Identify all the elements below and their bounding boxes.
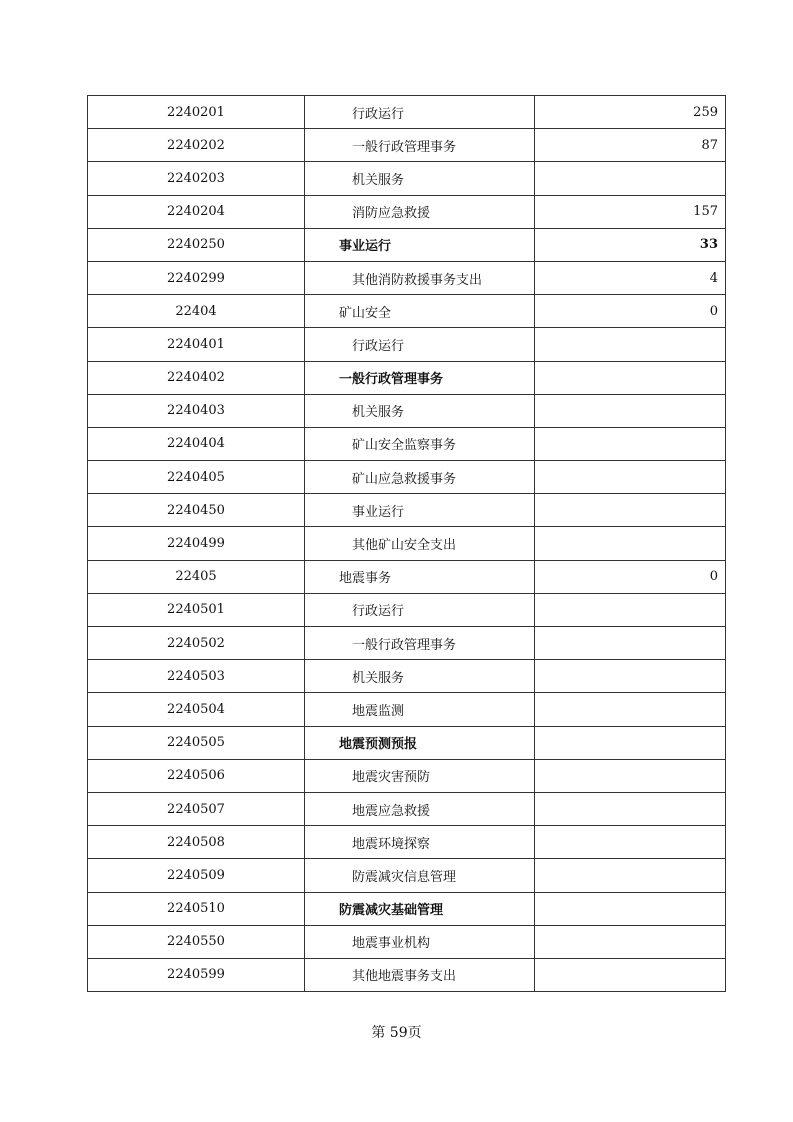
subject-code-cell: 22405 xyxy=(88,561,305,593)
amount-cell: 87 xyxy=(535,129,726,161)
amount-cell xyxy=(535,428,726,460)
amount-cell: 4 xyxy=(535,262,726,294)
subject-name-cell: 一般行政管理事务 xyxy=(305,129,535,161)
subject-code-cell: 2240502 xyxy=(88,627,305,659)
subject-name-cell: 机关服务 xyxy=(305,395,535,427)
table-row xyxy=(88,594,726,627)
table-row xyxy=(88,229,726,262)
amount-cell xyxy=(535,727,726,759)
table-row xyxy=(88,262,726,295)
budget-table xyxy=(87,95,726,992)
subject-name-cell: 事业运行 xyxy=(305,494,535,526)
amount-cell xyxy=(535,660,726,692)
subject-code-cell: 2240204 xyxy=(88,196,305,228)
amount-cell: 0 xyxy=(535,295,726,327)
table-row xyxy=(88,362,726,395)
table-row xyxy=(88,96,726,129)
subject-code-cell: 2240599 xyxy=(88,959,305,991)
amount-cell xyxy=(535,461,726,493)
amount-cell xyxy=(535,395,726,427)
subject-name-cell: 地震环境探察 xyxy=(305,826,535,858)
subject-code-cell: 2240250 xyxy=(88,229,305,261)
table-row xyxy=(88,461,726,494)
amount-cell xyxy=(535,959,726,991)
amount-cell xyxy=(535,627,726,659)
subject-name-cell: 地震监测 xyxy=(305,693,535,725)
table-row xyxy=(88,328,726,361)
subject-name-cell: 行政运行 xyxy=(305,96,535,128)
amount-cell: 157 xyxy=(535,196,726,228)
subject-name-cell: 地震灾害预防 xyxy=(305,760,535,792)
amount-cell xyxy=(535,328,726,360)
amount-cell xyxy=(535,693,726,725)
subject-code-cell: 2240201 xyxy=(88,96,305,128)
table-row xyxy=(88,561,726,594)
subject-code-cell: 2240299 xyxy=(88,262,305,294)
subject-name-cell: 其他地震事务支出 xyxy=(305,959,535,991)
subject-name-cell: 机关服务 xyxy=(305,660,535,692)
table-row xyxy=(88,926,726,959)
table-row xyxy=(88,627,726,660)
subject-code-cell: 2240501 xyxy=(88,594,305,626)
subject-name-cell: 机关服务 xyxy=(305,162,535,194)
table-row xyxy=(88,727,726,760)
table-row xyxy=(88,295,726,328)
subject-code-cell: 2240450 xyxy=(88,494,305,526)
subject-name-cell: 一般行政管理事务 xyxy=(305,362,535,394)
subject-name-cell: 地震应急救援 xyxy=(305,793,535,825)
table-row xyxy=(88,527,726,560)
amount-cell xyxy=(535,162,726,194)
subject-code-cell: 2240203 xyxy=(88,162,305,194)
table-row xyxy=(88,494,726,527)
subject-code-cell: 2240404 xyxy=(88,428,305,460)
subject-name-cell: 事业运行 xyxy=(305,229,535,261)
subject-code-cell: 2240508 xyxy=(88,826,305,858)
subject-name-cell: 矿山安全 xyxy=(305,295,535,327)
subject-name-cell: 矿山应急救援事务 xyxy=(305,461,535,493)
table-row xyxy=(88,428,726,461)
amount-cell xyxy=(535,760,726,792)
table-row xyxy=(88,893,726,926)
amount-cell xyxy=(535,826,726,858)
amount-cell xyxy=(535,594,726,626)
subject-name-cell: 行政运行 xyxy=(305,328,535,360)
subject-name-cell: 矿山安全监察事务 xyxy=(305,428,535,460)
subject-name-cell: 行政运行 xyxy=(305,594,535,626)
amount-cell xyxy=(535,494,726,526)
table-row xyxy=(88,162,726,195)
subject-code-cell: 2240405 xyxy=(88,461,305,493)
subject-name-cell: 防震减灾基础管理 xyxy=(305,893,535,925)
subject-name-cell: 防震减灾信息管理 xyxy=(305,859,535,891)
subject-name-cell: 地震事业机构 xyxy=(305,926,535,958)
subject-code-cell: 2240402 xyxy=(88,362,305,394)
amount-cell xyxy=(535,859,726,891)
subject-code-cell: 2240510 xyxy=(88,893,305,925)
subject-name-cell: 其他矿山安全支出 xyxy=(305,527,535,559)
table-row xyxy=(88,196,726,229)
subject-name-cell: 其他消防救援事务支出 xyxy=(305,262,535,294)
subject-code-cell: 2240509 xyxy=(88,859,305,891)
amount-cell: 0 xyxy=(535,561,726,593)
subject-code-cell: 2240506 xyxy=(88,760,305,792)
page-number: 第 59页 xyxy=(371,1025,422,1041)
subject-name-cell: 消防应急救援 xyxy=(305,196,535,228)
table-row xyxy=(88,129,726,162)
table-row xyxy=(88,693,726,726)
subject-code-cell: 2240401 xyxy=(88,328,305,360)
amount-cell xyxy=(535,793,726,825)
subject-code-cell: 2240550 xyxy=(88,926,305,958)
subject-code-cell: 2240505 xyxy=(88,727,305,759)
subject-code-cell: 2240202 xyxy=(88,129,305,161)
table-row xyxy=(88,859,726,892)
table-row xyxy=(88,660,726,693)
table-row xyxy=(88,760,726,793)
subject-name-cell: 一般行政管理事务 xyxy=(305,627,535,659)
amount-cell xyxy=(535,926,726,958)
subject-code-cell: 22404 xyxy=(88,295,305,327)
subject-name-cell: 地震事务 xyxy=(305,561,535,593)
table-row xyxy=(88,959,726,992)
subject-code-cell: 2240507 xyxy=(88,793,305,825)
amount-cell: 33 xyxy=(535,229,726,261)
table-row xyxy=(88,395,726,428)
subject-code-cell: 2240499 xyxy=(88,527,305,559)
subject-code-cell: 2240403 xyxy=(88,395,305,427)
amount-cell: 259 xyxy=(535,96,726,128)
subject-code-cell: 2240503 xyxy=(88,660,305,692)
table-row xyxy=(88,793,726,826)
amount-cell xyxy=(535,362,726,394)
subject-name-cell: 地震预测预报 xyxy=(305,727,535,759)
amount-cell xyxy=(535,527,726,559)
subject-code-cell: 2240504 xyxy=(88,693,305,725)
table-row xyxy=(88,826,726,859)
amount-cell xyxy=(535,893,726,925)
